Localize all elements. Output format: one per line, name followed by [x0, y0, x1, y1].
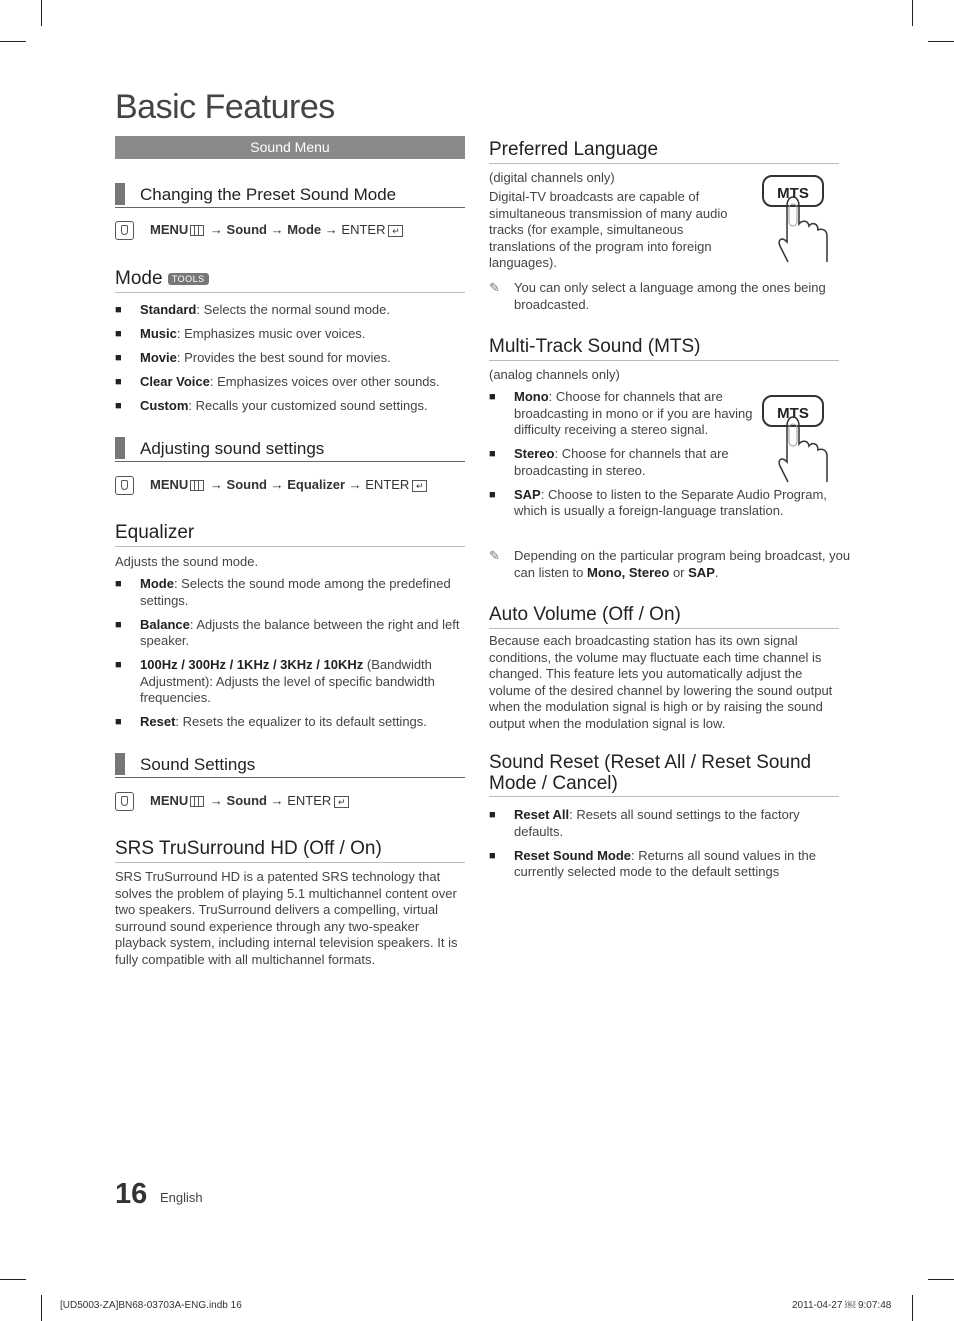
menu-icon [190, 225, 204, 236]
sound-reset-heading: Sound Reset (Reset All / Reset Sound Mode / Cancel) [489, 752, 839, 797]
list-item [115, 350, 465, 367]
subsection-sound-settings [115, 753, 465, 778]
list-item [489, 446, 754, 479]
item-term: 100Hz / 300Hz / 1KHz / 3KHz / 10KHz [140, 657, 364, 672]
mts-button-icon [760, 392, 832, 484]
note-text: You can only select a language among the ones being broadcasted. [514, 280, 826, 312]
item-term: Reset [140, 714, 176, 729]
path-sound: Sound [226, 476, 267, 492]
mts-label: MTS [777, 185, 809, 202]
mode-heading [115, 268, 465, 293]
srs-text: SRS TruSurround HD is a patented SRS technology that solves the problem of playing 5.1 multichannel content over two speakers. TruSurround delivers a compelling, virtual surround sound experience through any two-speaker playback system, including internal television speakers. It is fully compatible with all multichannel formats. [115, 869, 458, 967]
crop-mark [0, 1279, 26, 1280]
mode-list [115, 302, 465, 422]
item-term: Mode [140, 576, 174, 591]
mode-title: Mode [115, 268, 163, 289]
note-pencil-icon: ✎ [489, 548, 500, 563]
menu-path-sound-settings [115, 792, 349, 811]
item-desc: : Returns all sound values in the currently selected mode to the default settings [514, 847, 817, 879]
crop-mark [912, 1295, 913, 1321]
remote-hand-icon [115, 476, 134, 495]
list-item [115, 657, 465, 707]
auto-volume-heading: Auto Volume (Off / On) [489, 604, 839, 629]
item-term: Reset Sound Mode [514, 847, 632, 863]
preferred-language-text: Digital-TV broadcasts are capable of simultaneous transmission of many audio tracks (for example, simultaneous translations of the program into foreign languages). [489, 189, 728, 270]
list-item [115, 374, 465, 391]
note-or: or [669, 564, 689, 580]
equalizer-heading: Equalizer [115, 522, 465, 547]
item-term: Custom [140, 398, 189, 413]
section-marker [115, 183, 125, 205]
mts-button-icon [760, 172, 832, 264]
equalizer-intro: Adjusts the sound mode. [115, 554, 259, 569]
item-term: Clear Voice [140, 374, 210, 389]
auto-volume-text: Because each broadcasting station has its own signal conditions, the volume may fluctuate each time channel is changed. This feature lets you automatically adjust the volume of the desired channel by lowering the sound output when the modulation signal is high or by raising the sound output when the modulation signal is low. [489, 633, 833, 731]
item-desc: : Selects the normal sound mode. [196, 302, 391, 317]
section-marker [115, 753, 125, 775]
crop-mark [928, 1279, 954, 1280]
arrow: → [270, 792, 284, 808]
arrow: → [348, 476, 362, 492]
arrow: → [209, 476, 223, 492]
srs-heading: SRS TruSurround HD (Off / On) [115, 838, 465, 863]
crop-mark [41, 0, 42, 26]
item-term: SAP [514, 486, 541, 502]
note-pencil-icon: ✎ [489, 280, 500, 295]
menu-icon [190, 480, 204, 491]
enter-icon: ↵ [412, 480, 427, 492]
item-desc: : Resets the equalizer to its default settings. [175, 714, 427, 729]
item-desc: : Selects the sound mode among the predefined settings. [140, 576, 451, 608]
enter-label: ENTER [365, 476, 410, 492]
item-desc: : Resets all sound settings to the factory defaults. [514, 807, 800, 839]
arrow: → [270, 476, 284, 492]
note-bold-sap: SAP [688, 564, 715, 580]
path-equalizer: Equalizer [287, 476, 346, 492]
crop-mark [912, 0, 913, 26]
preferred-language-sub: (digital channels only) [489, 170, 615, 185]
item-desc: : Choose to listen to the Separate Audio Program, which is usually a foreign-language translation. [514, 486, 827, 518]
item-term: Movie [140, 350, 177, 365]
path-sound: Sound [226, 792, 267, 808]
date-info: 2011-04-27 ￼ 9:07:48 [792, 1300, 892, 1311]
enter-label: ENTER [287, 792, 332, 808]
sound-reset-list [489, 807, 834, 888]
item-term: Stereo [514, 446, 555, 461]
menu-path-preset [115, 221, 403, 240]
item-desc: : Choose for channels that are broadcasting in stereo. [514, 446, 729, 478]
note-bold-mono-stereo: Mono, Stereo [587, 564, 670, 580]
arrow: → [324, 221, 338, 237]
remote-hand-icon [115, 792, 134, 811]
arrow: → [270, 221, 284, 237]
page-title: Basic Features [115, 88, 335, 126]
enter-icon: ↵ [334, 796, 349, 808]
note-period: . [714, 564, 719, 580]
item-term: Balance [140, 616, 190, 632]
item-desc: : Adjusts the balance between the right and left speaker. [140, 616, 460, 648]
item-term: Mono [514, 389, 549, 404]
item-desc: : Recalls your customized sound settings. [188, 398, 428, 413]
item-desc: : Emphasizes music over voices. [176, 326, 366, 341]
list-item [489, 389, 754, 439]
enter-icon: ↵ [388, 225, 403, 237]
path-sound: Sound [226, 221, 267, 237]
file-info: [UD5003-ZA]BN68-03703A-ENG.indb 16 [60, 1300, 242, 1311]
path-mode: Mode [287, 221, 322, 237]
enter-label: ENTER [341, 221, 386, 237]
menu-label: MENU [150, 476, 189, 492]
crop-mark [41, 1295, 42, 1321]
menu-icon [190, 796, 204, 807]
list-item [115, 302, 465, 319]
subsection-preset-sound-mode [115, 183, 465, 208]
mts-label: MTS [777, 405, 809, 422]
section-marker [115, 437, 125, 459]
list-item [115, 398, 465, 415]
menu-label: MENU [150, 221, 189, 237]
page-number: 16 [115, 1178, 148, 1210]
list-item [115, 576, 465, 609]
item-term: Music [140, 326, 177, 341]
item-term: Standard [140, 302, 197, 317]
item-desc: : Emphasizes voices over other sounds. [209, 374, 440, 389]
list-item [115, 326, 465, 343]
remote-hand-icon [115, 221, 134, 240]
page-language: English [160, 1190, 203, 1205]
list-item [115, 714, 465, 731]
item-desc: : Choose for channels that are broadcasting in mono or if you are having difficulty receiving a stereo signal. [514, 389, 753, 437]
subsection-heading: Sound Settings [140, 755, 256, 774]
list-item [489, 807, 834, 840]
preferred-language-note [489, 280, 859, 313]
list-item [489, 487, 834, 520]
sound-menu-bar: Sound Menu [115, 136, 465, 159]
subsection-adjusting [115, 437, 465, 462]
list-item [115, 617, 465, 650]
list-item [489, 848, 834, 881]
mts-sub: (analog channels only) [489, 367, 620, 382]
arrow: → [209, 792, 223, 808]
menu-path-equalizer [115, 476, 427, 495]
tools-badge: TOOLS [168, 273, 209, 285]
preferred-language-heading: Preferred Language [489, 139, 839, 164]
subsection-heading: Changing the Preset Sound Mode [140, 185, 397, 204]
menu-label: MENU [150, 792, 189, 808]
item-desc: : Provides the best sound for movies. [176, 350, 391, 365]
note-text: Depending on the particular program being broadcast, you can listen to [514, 548, 851, 580]
subsection-heading: Adjusting sound settings [140, 439, 325, 458]
item-term: Reset All [514, 807, 570, 822]
mts-note [489, 548, 859, 581]
crop-mark [928, 41, 954, 42]
equalizer-list [115, 576, 465, 738]
arrow: → [209, 221, 223, 237]
crop-mark [0, 41, 26, 42]
item-desc: (Bandwidth Adjustment): Adjusts the level of specific bandwidth frequencies. [140, 657, 435, 705]
mts-heading: Multi-Track Sound (MTS) [489, 336, 839, 361]
